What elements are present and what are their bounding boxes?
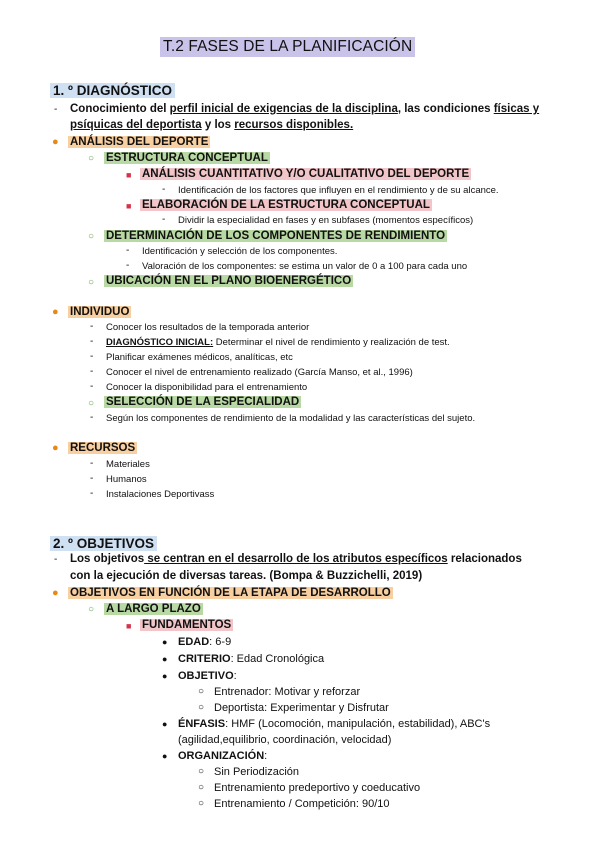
determinacion-item-2: Valoración de los componentes: se estima un valor de 0 a 100 para cada uno <box>142 261 468 272</box>
red-square-bullet-icon: ■ <box>126 170 132 180</box>
orange-bullet-icon: ● <box>52 136 59 148</box>
objetivo-item-2: Deportista: Experimentar y Disfrutar <box>214 702 389 714</box>
circle-bullet-icon: ○ <box>198 798 205 809</box>
heading-ubicacion: UBICACIÓN EN EL PLANO BIOENERGÉTICO <box>106 275 352 287</box>
objetivos-intro-line-2: con la ejecución de diversas tareas. (Bompa & Buzzichelli, 2019) <box>70 570 423 582</box>
recursos-item-1: Materiales <box>106 459 150 470</box>
orange-bullet-icon: ● <box>52 442 59 454</box>
recursos-item-3: Instalaciones Deportivass <box>106 489 215 500</box>
dash-bullet: - <box>90 488 94 499</box>
circle-bullet-icon: ○ <box>198 686 205 697</box>
dash-bullet: - <box>90 366 94 377</box>
enfasis-line-2: (agilidad,equilibrio, coordinación, velocidad) <box>178 734 392 746</box>
orange-bullet-icon: ● <box>52 306 59 318</box>
determinacion-item-1: Identificación y selección de los componentes. <box>142 246 338 257</box>
page-title: T.2 FASES DE LA PLANIFICACIÓN <box>160 37 415 57</box>
circle-bullet-icon: ○ <box>198 702 205 713</box>
criterio-line: CRITERIO: Edad Cronológica <box>178 653 325 665</box>
heading-seleccion-especialidad: SELECCIÓN DE LA ESPECIALIDAD <box>106 396 300 408</box>
dash-bullet: - <box>126 245 130 256</box>
heading-recursos: RECURSOS <box>70 442 136 454</box>
dash-bullet: - <box>90 351 94 362</box>
intro-line-1: Conocimiento del perfil inicial de exigencias de la disciplina, las condiciones físicas y <box>70 103 540 115</box>
dash-bullet: - <box>54 104 58 115</box>
organizacion-item-2: Entrenamiento predeportivo y coeducativo <box>214 782 421 794</box>
red-square-bullet-icon: ■ <box>126 621 132 631</box>
recursos-item-2: Humanos <box>106 474 147 485</box>
analisis-cc-item: Identificación de los factores que influyen en el rendimiento y de su alcance. <box>178 185 499 196</box>
enfasis-line: ÉNFASIS: HMF (Locomoción, manipulación, estabilidad), ABC's <box>178 718 491 730</box>
green-circle-bullet-icon: ○ <box>88 604 95 615</box>
dash-bullet: - <box>162 184 166 195</box>
individuo-item-3: Planificar exámenes médicos, analíticas, etc <box>106 352 293 363</box>
individuo-item-5: Conocer la disponibilidad para el entrenamiento <box>106 382 308 393</box>
red-square-bullet-icon: ■ <box>126 201 132 211</box>
heading-analisis-deporte: ANÁLISIS DEL DEPORTE <box>70 136 209 148</box>
objetivo-item-1: Entrenador: Motivar y reforzar <box>214 686 361 698</box>
heading-determinacion: DETERMINACIÓN DE LOS COMPONENTES DE RENDIMIENTO <box>106 230 446 242</box>
heading-individuo: INDIVIDUO <box>70 306 130 318</box>
dash-bullet: - <box>162 214 166 225</box>
dash-bullet: - <box>90 321 94 332</box>
heading-fundamentos: FUNDAMENTOS <box>142 619 232 631</box>
heading-elaboracion: ELABORACIÓN DE LA ESTRUCTURA CONCEPTUAL <box>142 199 430 211</box>
dash-bullet: - <box>90 381 94 392</box>
dash-bullet: - <box>90 458 94 469</box>
organizacion-line: ORGANIZACIÓN: <box>178 750 268 762</box>
individuo-item-1: Conocer los resultados de la temporada anterior <box>106 322 310 333</box>
orange-bullet-icon: ● <box>52 587 59 599</box>
intro-line-2: psíquicas del deportista y los recursos disponibles. <box>70 119 354 131</box>
dash-bullet: - <box>90 336 94 347</box>
dash-bullet: - <box>90 473 94 484</box>
heading-analisis-cuantitativo: ANÁLISIS CUANTITATIVO Y/O CUALITATIVO DEL DEPORTE <box>142 168 470 180</box>
green-circle-bullet-icon: ○ <box>88 231 95 242</box>
green-circle-bullet-icon: ○ <box>88 153 95 164</box>
black-bullet-icon: ● <box>162 719 168 729</box>
heading-largo-plazo: A LARGO PLAZO <box>106 603 201 615</box>
organizacion-item-3: Entrenamiento / Competición: 90/10 <box>214 798 390 810</box>
circle-bullet-icon: ○ <box>198 766 205 777</box>
heading-objetivos-etapa: OBJETIVOS EN FUNCIÓN DE LA ETAPA DE DESARROLLO <box>70 587 391 599</box>
objetivo-line: OBJETIVO: <box>178 670 237 682</box>
green-circle-bullet-icon: ○ <box>88 398 95 409</box>
dash-bullet: - <box>126 260 130 271</box>
elaboracion-item: Dividir la especialidad en fases y en subfases (momentos específicos) <box>178 215 474 226</box>
dash-bullet: - <box>54 554 58 565</box>
individuo-item-4: Conocer el nivel de entrenamiento realizado (García Manso, et al., 1996) <box>106 367 413 378</box>
green-circle-bullet-icon: ○ <box>88 277 95 288</box>
individuo-item-2: DIAGNÓSTICO INICIAL: Determinar el nivel de rendimiento y realización de test. <box>106 337 450 348</box>
section-heading-diagnostico: 1. º DIAGNÓSTICO <box>50 83 175 98</box>
seleccion-item: Según los componentes de rendimiento de la modalidad y las características del sujeto. <box>106 413 476 424</box>
heading-estructura-conceptual: ESTRUCTURA CONCEPTUAL <box>106 152 268 164</box>
edad-line: EDAD: 6-9 <box>178 636 232 648</box>
section-heading-objetivos: 2. º OBJETIVOS <box>50 536 157 551</box>
black-bullet-icon: ● <box>162 671 168 681</box>
black-bullet-icon: ● <box>162 751 168 761</box>
black-bullet-icon: ● <box>162 654 168 664</box>
organizacion-item-1: Sin Periodización <box>214 766 299 778</box>
circle-bullet-icon: ○ <box>198 782 205 793</box>
black-bullet-icon: ● <box>162 637 168 647</box>
objetivos-intro-line-1: Los objetivos se centran en el desarrollo de los atributos específicos relacionados <box>70 553 522 565</box>
dash-bullet: - <box>90 412 94 423</box>
